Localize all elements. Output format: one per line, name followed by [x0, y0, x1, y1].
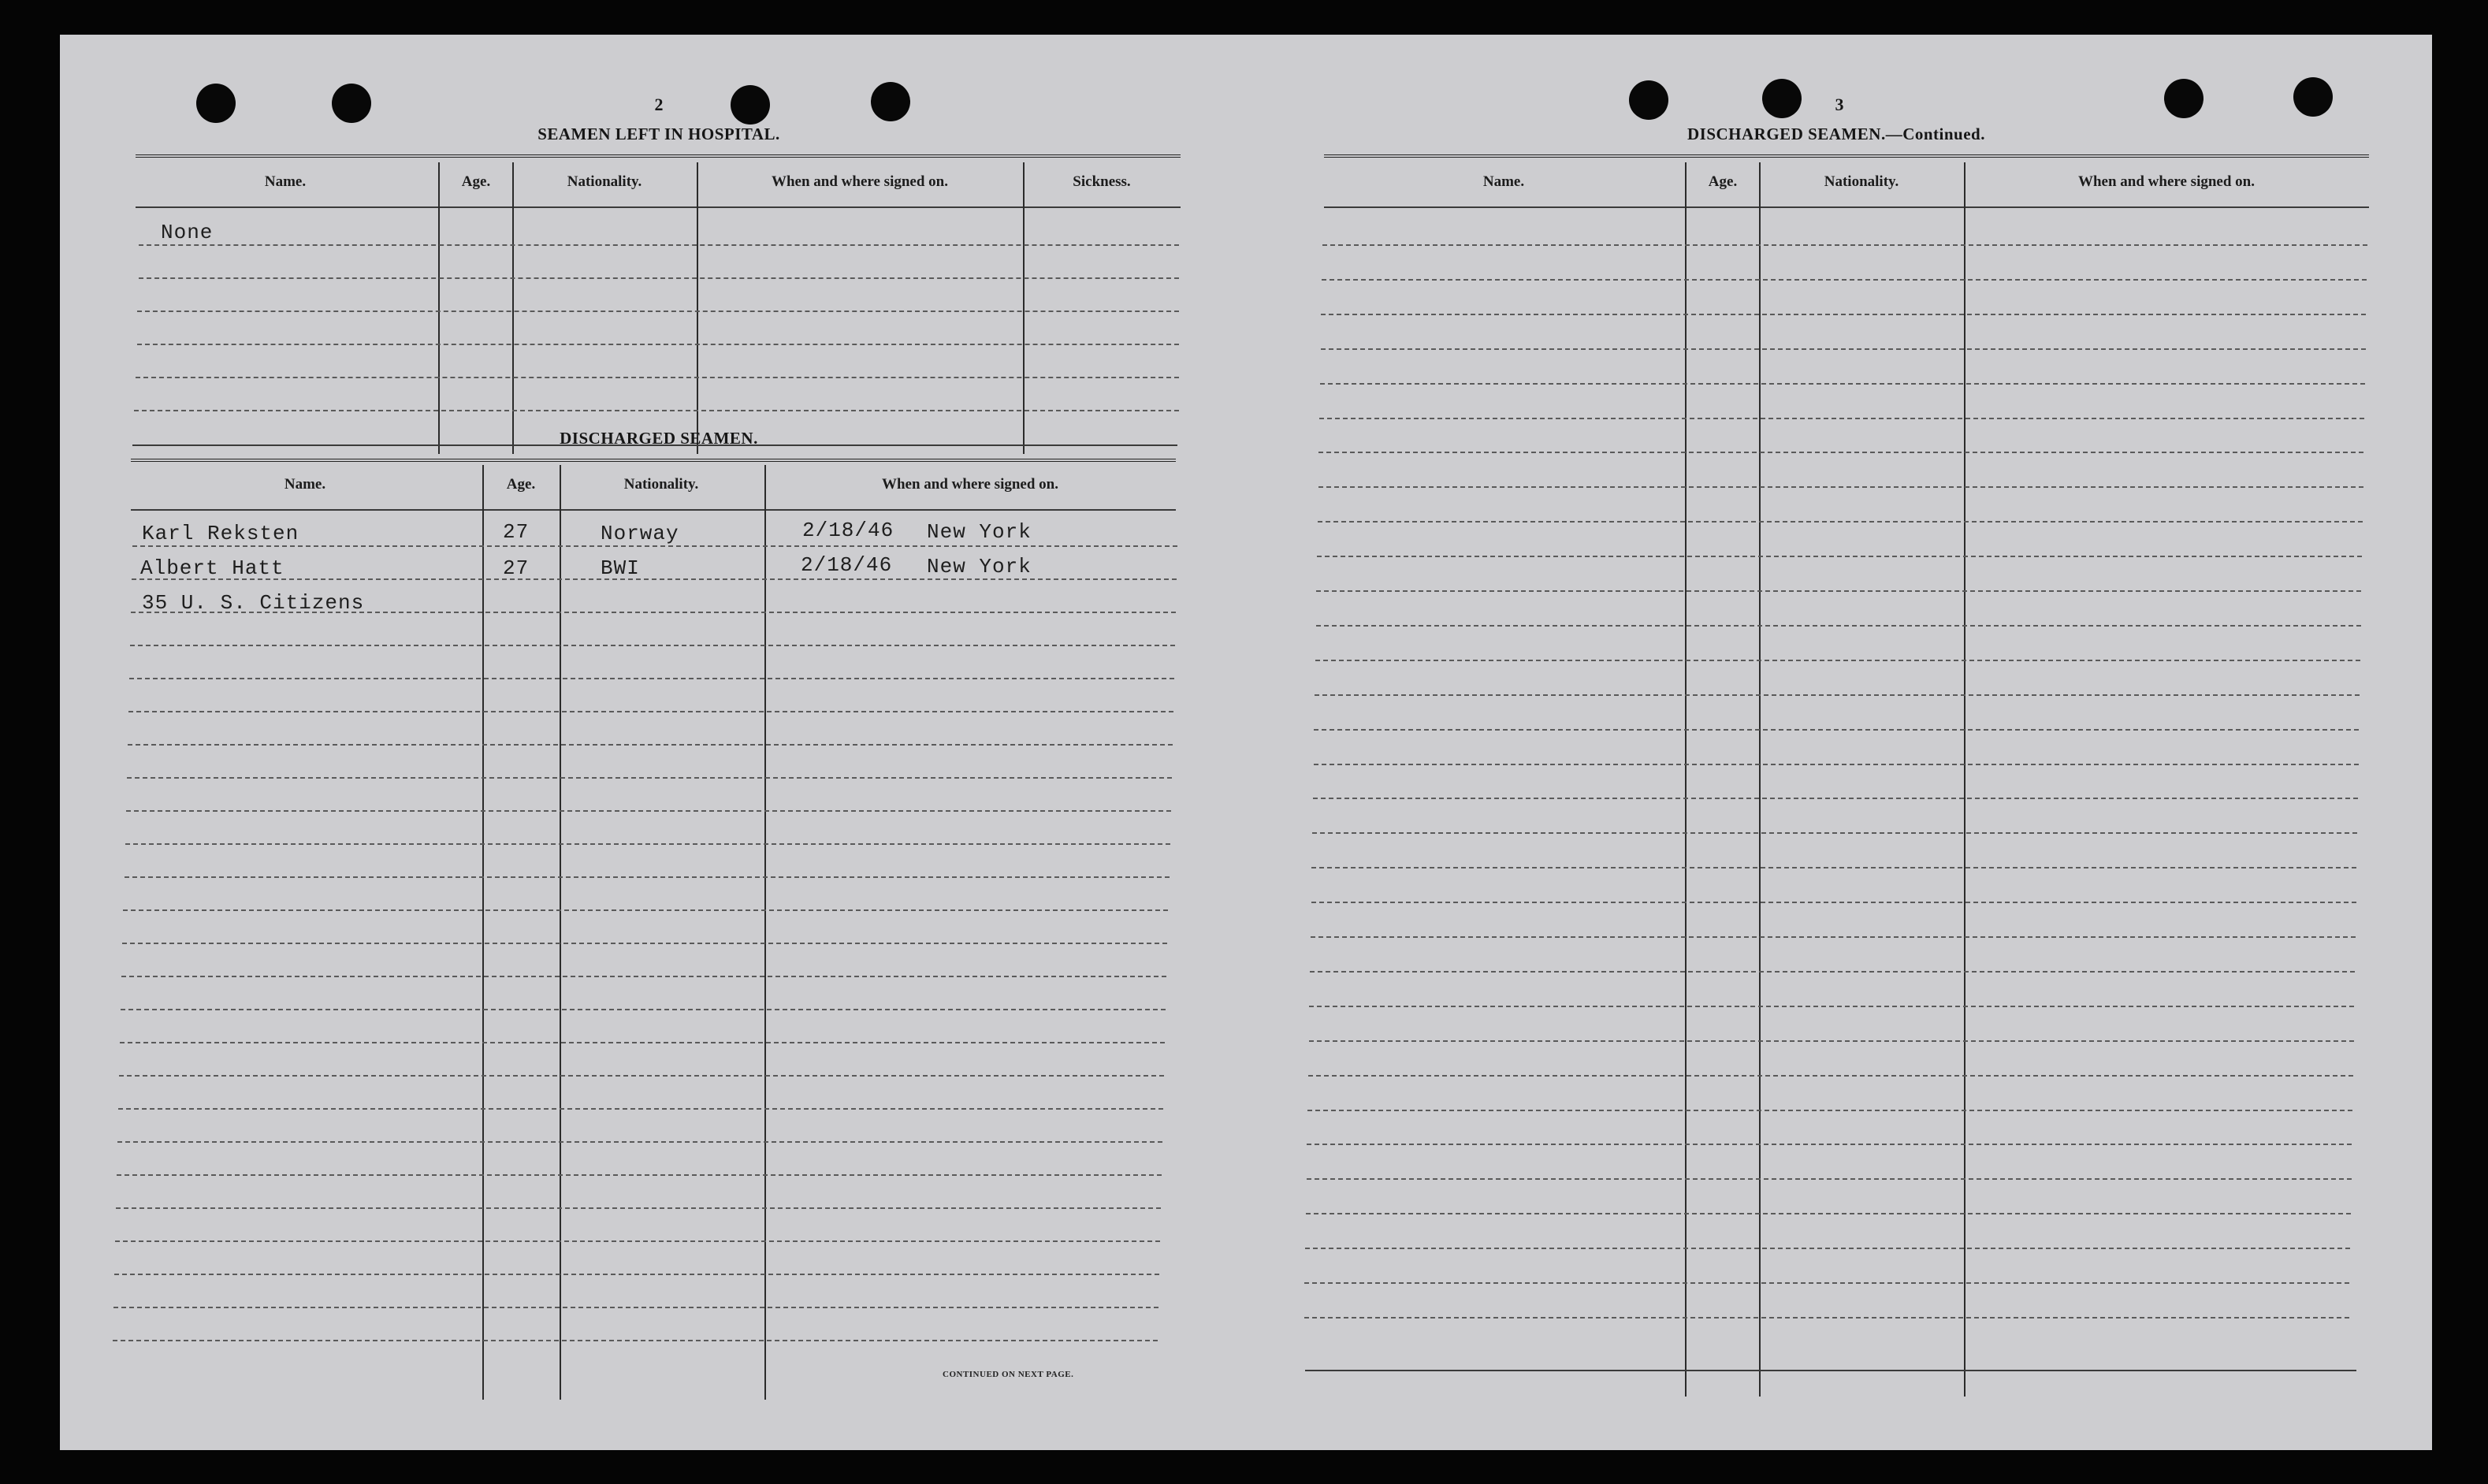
discharged-continued-title: DISCHARGED SEAMEN.—Continued.	[1687, 125, 1985, 143]
form-row-line	[130, 645, 1175, 646]
right-header-rule	[1324, 206, 2369, 208]
page-number-left: 2	[654, 95, 664, 114]
form-row-line	[1306, 1213, 2351, 1214]
discharged-col-divider	[764, 465, 766, 1400]
form-row-line	[1309, 1040, 2354, 1042]
punch-hole	[332, 84, 371, 123]
form-row-line	[113, 1307, 1158, 1308]
punch-hole	[196, 84, 236, 123]
form-row-line	[129, 678, 1174, 679]
form-row-line	[1310, 971, 2355, 973]
discharged-col-name: Name.	[284, 476, 326, 493]
right-col-nationality: Nationality.	[1824, 173, 1899, 190]
form-row-line	[119, 1075, 1164, 1077]
form-row-line	[128, 711, 1173, 712]
form-row-line	[1314, 729, 2359, 731]
hospital-col-signed-on: When and where signed on.	[771, 173, 948, 190]
form-row-line	[113, 1340, 1158, 1341]
right-bottom-rule	[1305, 1370, 2356, 1371]
form-row-line	[121, 1009, 1166, 1010]
form-row-line	[127, 777, 1172, 779]
form-row-line	[1322, 279, 2367, 281]
hospital-row-line	[139, 277, 1179, 279]
right-col-age: Age.	[1708, 173, 1738, 190]
form-row-line	[126, 810, 1171, 812]
form-row-line	[1305, 1248, 2350, 1249]
form-row-line	[1316, 590, 2361, 592]
seaman-nationality: Norway	[601, 522, 679, 545]
form-row-line	[132, 578, 1177, 580]
seaman-name: Albert Hatt	[140, 556, 285, 580]
form-row-line	[1320, 383, 2365, 385]
discharged-col-signed-on: When and where signed on.	[881, 476, 1058, 493]
form-row-line	[1307, 1144, 2352, 1145]
right-col-name: Name.	[1482, 173, 1525, 190]
form-row-line	[1308, 1075, 2353, 1077]
seaman-signed-on-date: 2/18/46	[802, 519, 894, 542]
form-row-line	[1304, 1282, 2349, 1284]
form-row-line	[1311, 936, 2356, 938]
seaman-signed-on-place: New York	[927, 555, 1032, 578]
seaman-age: 27	[503, 520, 530, 544]
seaman-nationality: BWI	[601, 556, 640, 580]
form-row-line	[1304, 1317, 2349, 1318]
form-row-line	[1317, 556, 2362, 557]
right-col-signed-on: When and where signed on.	[2077, 173, 2255, 190]
discharged-col-divider	[560, 465, 561, 1400]
form-row-line	[1318, 521, 2363, 523]
punch-hole	[1629, 80, 1668, 120]
form-row-line	[1309, 1006, 2354, 1007]
form-row-line	[1312, 832, 2357, 834]
form-row-line	[1307, 1178, 2352, 1180]
form-row-line	[1318, 452, 2363, 453]
form-row-line	[1311, 867, 2356, 868]
right-table-top-rule	[1324, 154, 2369, 159]
form-row-line	[120, 1042, 1165, 1043]
hospital-col-nationality: Nationality.	[567, 173, 642, 190]
hospital-row-line	[137, 344, 1179, 345]
discharged-table-top-rule	[131, 459, 1176, 463]
form-row-line	[1321, 314, 2366, 315]
hospital-row-line	[137, 311, 1179, 312]
punch-hole	[731, 85, 770, 125]
form-row-line	[1313, 798, 2358, 799]
form-row-line	[1316, 625, 2361, 627]
form-row-line	[1319, 418, 2364, 419]
form-row-line	[1314, 764, 2359, 765]
form-row-line	[125, 843, 1170, 845]
document-sheet	[60, 35, 2432, 1450]
seaman-signed-on-place: New York	[927, 520, 1032, 544]
discharged-header-rule	[131, 509, 1176, 511]
punch-hole	[1762, 79, 1802, 118]
hospital-row-line	[136, 377, 1179, 378]
form-row-line	[1307, 1110, 2352, 1111]
discharged-col-divider	[482, 465, 484, 1400]
seaman-name: 35 U. S. Citizens	[142, 591, 365, 615]
form-row-line	[132, 545, 1177, 547]
form-row-line	[115, 1240, 1160, 1242]
discharged-col-nationality: Nationality.	[623, 476, 699, 493]
form-row-line	[117, 1141, 1162, 1143]
form-row-line	[128, 744, 1173, 746]
form-row-line	[122, 943, 1167, 944]
form-row-line	[1322, 244, 2367, 246]
form-row-line	[117, 1174, 1162, 1176]
hospital-table-top-rule	[136, 154, 1181, 159]
form-row-line	[123, 909, 1168, 911]
hospital-row-line	[139, 244, 1179, 246]
form-row-line	[116, 1207, 1161, 1209]
punch-hole	[2164, 79, 2203, 118]
seaman-signed-on-date: 2/18/46	[801, 553, 893, 577]
seaman-age: 27	[503, 556, 530, 580]
hospital-row-line	[134, 410, 1179, 411]
punch-hole	[871, 82, 910, 121]
seaman-name: Karl Reksten	[142, 522, 299, 545]
continued-note: CONTINUED ON NEXT PAGE.	[943, 1370, 1074, 1379]
hospital-section-title: SEAMEN LEFT IN HOSPITAL.	[537, 125, 780, 143]
form-row-line	[121, 976, 1166, 977]
discharged-col-age: Age.	[506, 476, 536, 493]
form-row-line	[1315, 694, 2360, 696]
hospital-col-name: Name.	[264, 173, 307, 190]
hospital-col-sickness: Sickness.	[1073, 173, 1131, 190]
punch-hole	[2293, 77, 2333, 117]
form-row-line	[118, 1108, 1163, 1110]
discharged-section-title: DISCHARGED SEAMEN.	[560, 429, 758, 448]
form-row-line	[1315, 660, 2360, 661]
form-row-line	[1318, 486, 2363, 488]
hospital-col-age: Age.	[461, 173, 491, 190]
page-number-right: 3	[1835, 95, 1844, 114]
form-row-line	[125, 876, 1170, 878]
hospital-entry-name: None	[161, 221, 214, 244]
form-row-line	[114, 1274, 1159, 1275]
form-row-line	[1321, 348, 2366, 350]
form-row-line	[1311, 902, 2356, 903]
